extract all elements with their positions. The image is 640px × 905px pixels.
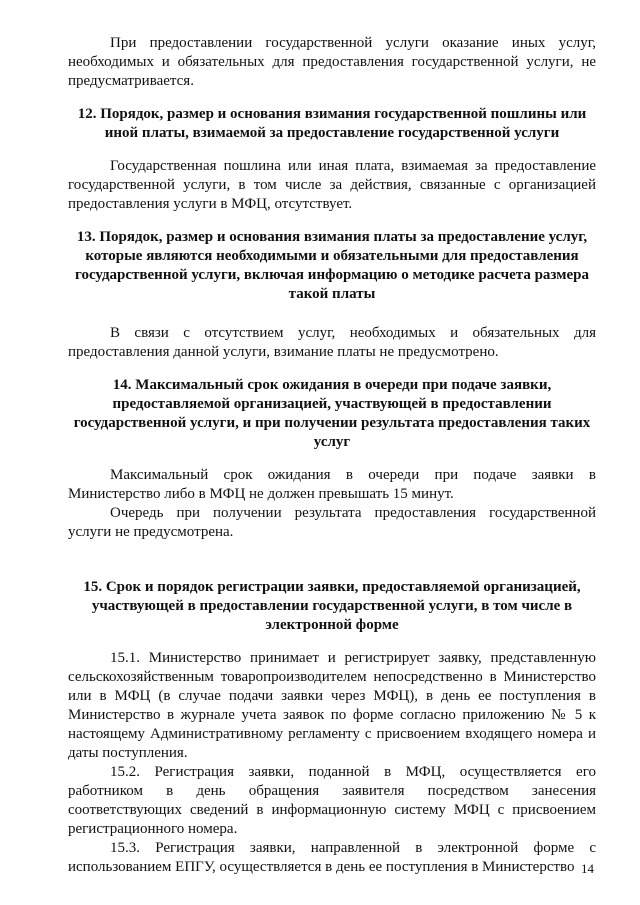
- section-15-paragraph-2: 15.2. Регистрация заявки, поданной в МФЦ, осуществляется его работником в день обращения заявителя посредством занесения соответствующих сведений в информационную систему МФЦ с присвоением регистрационного номера.: [68, 764, 596, 837]
- section-15-paragraph-1: 15.1. Министерство принимает и регистрирует заявку, представленную сельскохозяйственным товаропроизводителем непосредственно в Министерство или в МФЦ (в случае подачи заявки через МФЦ), в день ее поступления в Министерство в журнале учета заявок по форме согласно приложению № 5 к настоящему Административному регламенту с присвоением входящего номера и даты поступления.: [68, 650, 596, 761]
- section-15-heading: 15. Срок и порядок регистрации заявки, предоставляемой организацией, участвующей в предоставлении государственной услуги, в том числе в электронной форме: [83, 579, 581, 633]
- page-number: 14: [581, 861, 594, 876]
- section-12-paragraph: Государственная пошлина или иная плата, взимаемая за предоставление государственной услуги, в том числе за действия, связанные с организацией предоставления услуги в МФЦ, отсутствует.: [68, 158, 596, 212]
- section-14-paragraph-1: Максимальный срок ожидания в очереди при подаче заявки в Министерство либо в МФЦ не должен превышать 15 минут.: [68, 467, 596, 502]
- document-page: [68, 34, 596, 877]
- section-14-heading: 14. Максимальный срок ожидания в очереди при подаче заявки, предоставляемой организацией, участвующей в предоставлении государственной услуги, и при получении результата предоставления таких услуг: [73, 377, 591, 450]
- section-14-paragraph-2: Очередь при получении результата предоставления государственной услуги не предусмотрена.: [68, 505, 596, 540]
- section-13-paragraph: В связи с отсутствием услуг, необходимых и обязательных для предоставления данной услуги, взимание платы не предусмотрено.: [68, 325, 596, 360]
- intro-paragraph: При предоставлении государственной услуги оказание иных услуг, необходимых и обязательных для предоставления государственной услуги, не предусматривается.: [68, 35, 596, 89]
- section-12-heading: 12. Порядок, размер и основания взимания государственной пошлины или иной платы, взимаемой за предоставление государственной услуги: [77, 106, 587, 141]
- section-13-heading: 13. Порядок, размер и основания взимания платы за предоставление услуг, которые являются необходимыми и обязательными для предоставления государственной услуги, включая информацию о методике расчета размера такой платы: [75, 229, 589, 302]
- section-15-paragraph-3: 15.3. Регистрация заявки, направленной в электронной форме с использованием ЕПГУ, осуществляется в день ее поступления в Министерство: [68, 840, 596, 875]
